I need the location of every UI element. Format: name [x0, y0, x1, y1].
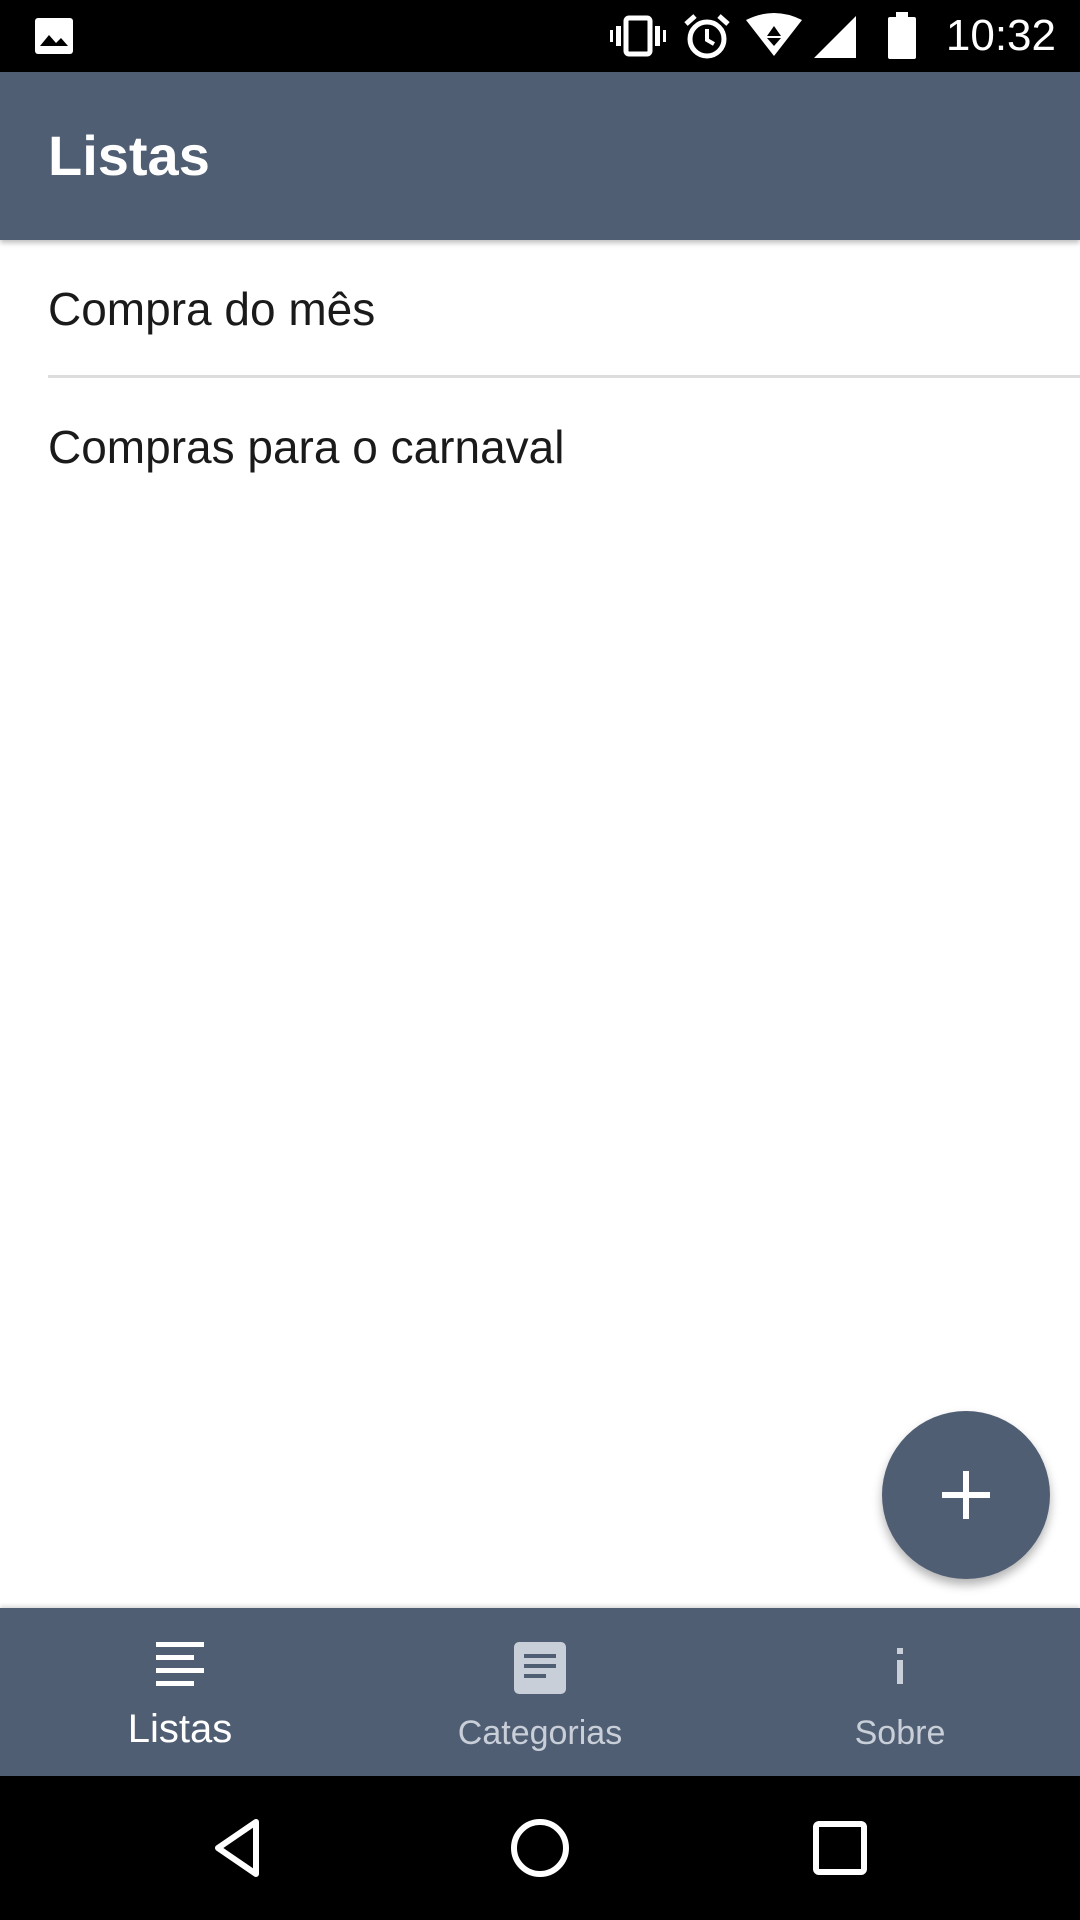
list-item[interactable]	[0, 378, 1080, 516]
list-icon	[150, 1638, 210, 1698]
list-item-label: Compras para o carnaval	[48, 421, 565, 473]
bottom-navigation	[0, 1608, 1080, 1776]
battery-icon	[886, 12, 918, 60]
image-icon	[34, 16, 74, 56]
nav-item-sobre[interactable]	[720, 1608, 1080, 1776]
home-icon[interactable]	[504, 1812, 576, 1884]
back-icon[interactable]	[204, 1812, 276, 1884]
list-item[interactable]	[0, 240, 1080, 378]
nav-item-listas[interactable]	[0, 1608, 360, 1776]
recents-icon[interactable]	[804, 1812, 876, 1884]
wifi-icon	[746, 12, 802, 60]
nav-label: Sobre	[854, 1714, 946, 1752]
vibrate-icon	[610, 12, 666, 60]
nav-label: Listas	[127, 1707, 233, 1751]
app-bar	[0, 72, 1080, 240]
info-icon	[870, 1638, 930, 1698]
nav-label: Categorias	[457, 1714, 623, 1752]
signal-icon	[812, 12, 858, 60]
shopping-lists	[0, 240, 1080, 516]
page-title: Listas	[48, 124, 210, 187]
category-icon	[510, 1638, 570, 1698]
status-time: 10:32	[945, 11, 1056, 60]
alarm-icon	[682, 12, 732, 60]
nav-item-categorias[interactable]	[360, 1608, 720, 1776]
status-bar	[0, 0, 1080, 72]
add-list-button[interactable]	[882, 1411, 1050, 1579]
list-item-label: Compra do mês	[48, 283, 376, 335]
system-navigation-bar	[0, 1776, 1080, 1920]
plus-icon	[940, 1469, 992, 1521]
